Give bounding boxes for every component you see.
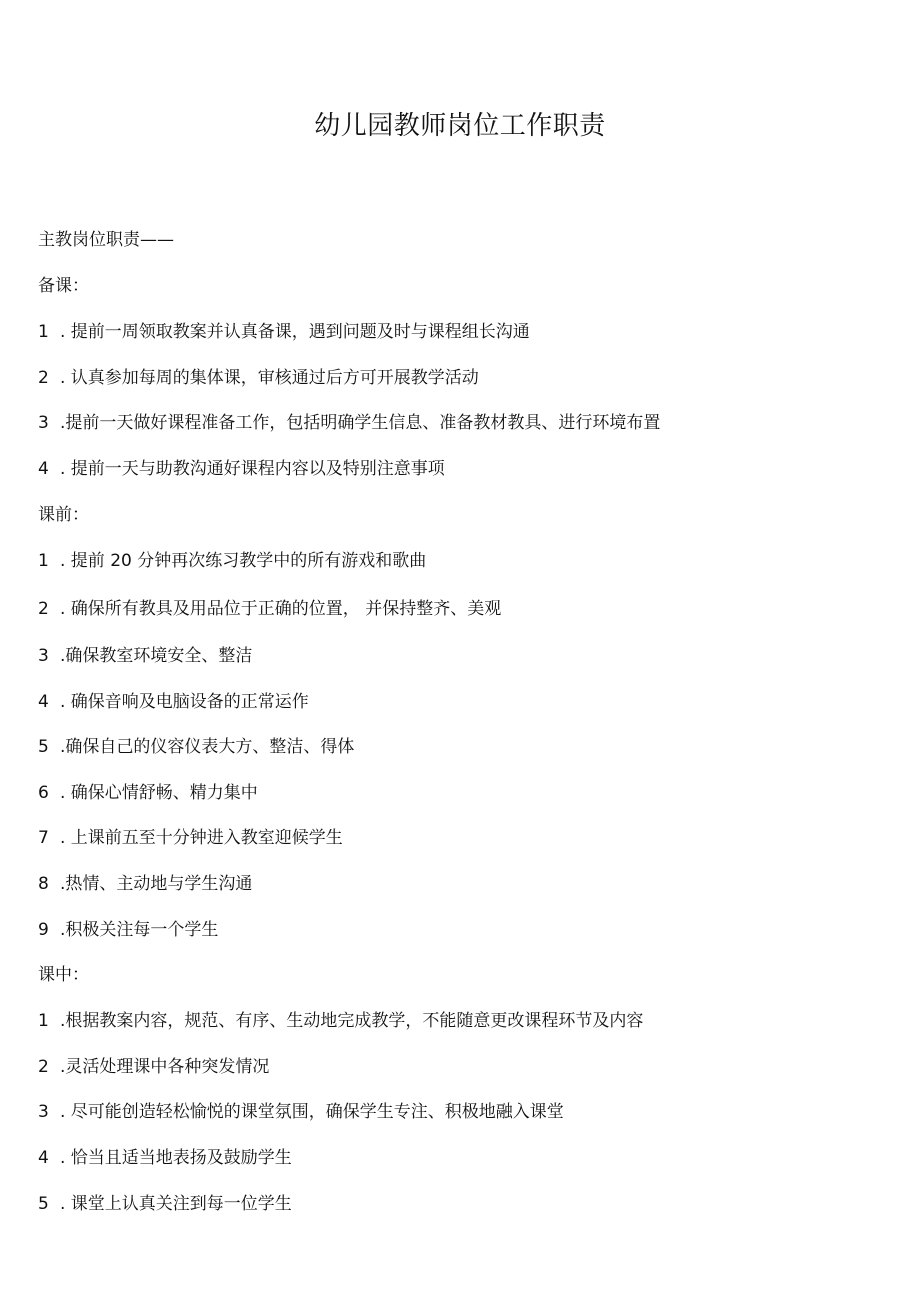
list-item	[38, 1055, 269, 1079]
subsection-heading-during-class: 课中：	[38, 965, 89, 985]
item-number: 1	[38, 322, 49, 342]
item-number: 5	[38, 1194, 49, 1214]
item-text: . 课堂上认真关注到每一位学生	[60, 1194, 292, 1214]
list-item	[38, 644, 252, 668]
item-text: . 确保心情舒畅、精力集中	[60, 783, 258, 803]
document-title: 幼儿园教师岗位工作职责	[314, 111, 606, 141]
section-heading: 主教岗位职责——	[38, 230, 174, 250]
list-item	[38, 918, 218, 942]
item-text: .确保教室环境安全、整洁	[60, 646, 253, 666]
item-number: 3	[38, 1102, 49, 1122]
item-number: 6	[38, 783, 49, 803]
item-text: .提前一天做好课程准备工作，包括明确学生信息、准备教材教具、进行环境布置	[60, 413, 661, 433]
list-item	[38, 366, 479, 390]
item-number: 2	[38, 599, 49, 619]
list-item	[38, 872, 252, 896]
item-number: 5	[38, 737, 49, 757]
list-item	[38, 411, 660, 435]
item-text: . 确保所有教具及用品位于正确的位置， 并保持整齐、美观	[60, 599, 502, 619]
item-text: .根据教案内容，规范、有序、生动地完成教学，不能随意更改课程环节及内容	[60, 1011, 644, 1031]
item-text: . 尽可能创造轻松愉悦的课堂氛围，确保学生专注、积极地融入课堂	[60, 1102, 564, 1122]
list-item	[38, 549, 426, 573]
list-item	[38, 1009, 643, 1033]
item-number: 7	[38, 828, 49, 848]
list-item	[38, 781, 258, 805]
item-text: .热情、主动地与学生沟通	[60, 874, 253, 894]
list-item	[38, 320, 530, 344]
list-item	[38, 1100, 564, 1124]
item-text: .灵活处理课中各种突发情况	[60, 1057, 270, 1077]
item-text: .确保自己的仪容仪表大方、整洁、得体	[60, 737, 355, 757]
list-item	[38, 735, 354, 759]
subsection-heading-prep: 备课：	[38, 276, 89, 296]
item-number: 9	[38, 920, 49, 940]
item-text: . 提前一天与助教沟通好课程内容以及特别注意事项	[60, 459, 445, 479]
item-number: 2	[38, 368, 49, 388]
item-text: . 上课前五至十分钟进入教室迎候学生	[60, 828, 343, 848]
list-item	[38, 597, 501, 621]
item-number: 3	[38, 646, 49, 666]
item-number: 4	[38, 1148, 49, 1168]
item-number: 2	[38, 1057, 49, 1077]
list-item	[38, 457, 445, 481]
list-item	[38, 826, 343, 850]
item-number: 1	[38, 551, 49, 571]
item-text: .积极关注每一个学生	[60, 920, 219, 940]
item-text: . 提前一周领取教案并认真备课，遇到问题及时与课程组长沟通	[60, 322, 530, 342]
item-text: . 确保音响及电脑设备的正常运作	[60, 692, 309, 712]
item-text: . 提前 20 分钟再次练习教学中的所有游戏和歌曲	[60, 551, 427, 571]
item-number: 3	[38, 413, 49, 433]
item-number: 4	[38, 692, 49, 712]
item-number: 4	[38, 459, 49, 479]
item-text: . 认真参加每周的集体课，审核通过后方可开展教学活动	[60, 368, 479, 388]
list-item	[38, 1146, 292, 1170]
item-number: 8	[38, 874, 49, 894]
list-item	[38, 1192, 292, 1216]
item-number: 1	[38, 1011, 49, 1031]
subsection-heading-before-class: 课前：	[38, 505, 89, 525]
list-item	[38, 690, 309, 714]
item-text: . 恰当且适当地表扬及鼓励学生	[60, 1148, 292, 1168]
